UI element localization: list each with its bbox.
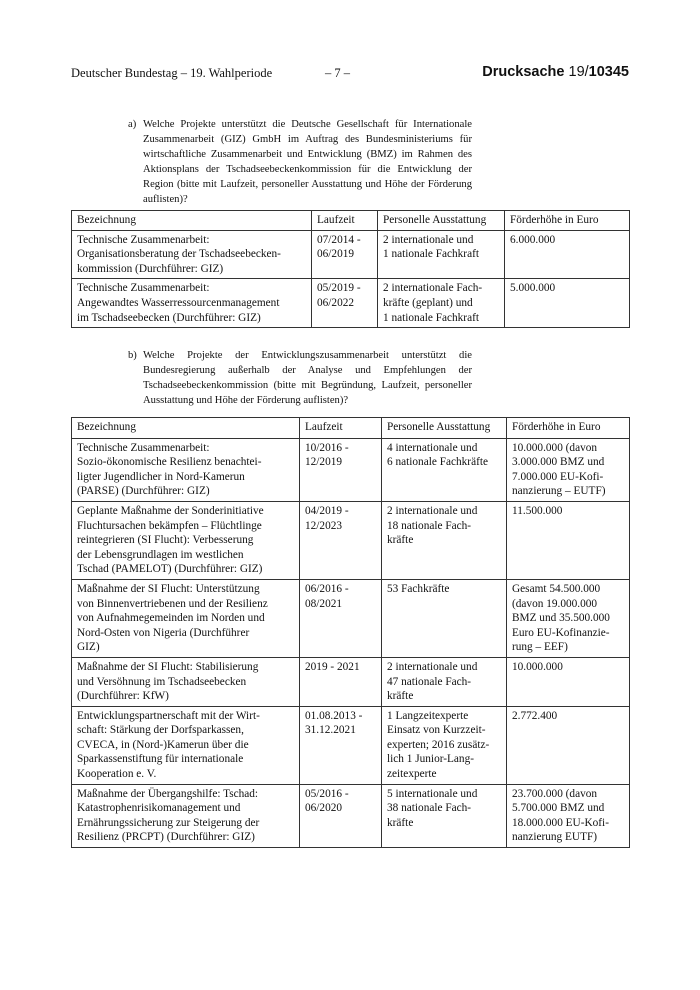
table-b-cell-bezeichnung: Maßnahme der Übergangshilfe: Tschad: Katastrophenrisikomanagement und Ernährungssicherung zur Steigerung der Resilienz (PRCPT) (Durchführer: GIZ) bbox=[72, 784, 300, 847]
table-b-cell-foerderhoehe: 10.000.000 (davon 3.000.000 BMZ und 7.000.000 EU-Kofi- nanzierung – EUTF) bbox=[507, 438, 630, 501]
table-b-cell-laufzeit: 04/2019 - 12/2023 bbox=[300, 501, 382, 579]
table-b-cell-foerderhoehe: 10.000.000 bbox=[507, 657, 630, 706]
table-a-row bbox=[72, 230, 630, 279]
table-b-cell-laufzeit: 2019 - 2021 bbox=[300, 657, 382, 706]
table-b-cell-personal: 53 Fachkräfte bbox=[382, 579, 507, 657]
table-a-col-bezeichnung: Bezeichnung bbox=[72, 211, 312, 231]
table-b-row bbox=[72, 784, 630, 847]
table-a-cell-bezeichnung: Technische Zusammenarbeit: Organisationsberatung der Tschadseebecken- kommission (Durchführer: GIZ) bbox=[72, 230, 312, 279]
table-a-row bbox=[72, 279, 630, 328]
table-a-cell-foerderhoehe: 5.000.000 bbox=[505, 279, 630, 328]
table-b-cell-foerderhoehe: 2.772.400 bbox=[507, 706, 630, 784]
table-b-row bbox=[72, 657, 630, 706]
table-b-cell-personal: 2 internationale und 47 nationale Fach- kräfte bbox=[382, 657, 507, 706]
table-b-col-foerderhoehe: Förderhöhe in Euro bbox=[507, 418, 630, 439]
header-publication: Deutscher Bundestag – 19. Wahlperiode bbox=[71, 66, 273, 80]
document-number-prefix: 19/ bbox=[568, 64, 589, 80]
question-b-letter: b) bbox=[128, 350, 137, 361]
table-a-cell-laufzeit: 07/2014 - 06/2019 bbox=[312, 230, 378, 279]
table-b-header-row bbox=[72, 418, 630, 439]
document-number bbox=[482, 64, 629, 80]
table-b-body bbox=[72, 438, 630, 847]
table-b-col-laufzeit: Laufzeit bbox=[300, 418, 382, 439]
table-b-cell-laufzeit: 10/2016 - 12/2019 bbox=[300, 438, 382, 501]
question-b-text: Welche Projekte der Entwicklungszusammenarbeit unterstützt die Bundesregierung außerhalb der Analyse und Empfehlungen der Tschadseebeckenkommission (bitte mit Begründung, Laufzeit, personeller Ausstattung und Höhe der Förderung auflisten)? bbox=[143, 350, 472, 407]
table-b-cell-personal: 4 internationale und 6 nationale Fachkräfte bbox=[382, 438, 507, 501]
table-b bbox=[71, 417, 630, 848]
table-a-cell-personal: 2 internationale und 1 nationale Fachkraft bbox=[378, 230, 505, 279]
document-number-main: 10345 bbox=[588, 64, 629, 80]
table-b-cell-foerderhoehe: 23.700.000 (davon 5.700.000 BMZ und 18.000.000 EU-Kofi- nanzierung EUTF) bbox=[507, 784, 630, 847]
table-a-cell-laufzeit: 05/2019 - 06/2022 bbox=[312, 279, 378, 328]
table-b-cell-bezeichnung: Geplante Maßnahme der Sonderinitiative Fluchtursachen bekämpfen – Flüchtlinge reintegrieren (SI Flucht): Verbesserung der Lebensgrundlagen im westlichen Tschad (PAMELOT) (Durchführer: GIZ) bbox=[72, 501, 300, 579]
table-a-cell-bezeichnung: Technische Zusammenarbeit: Angewandtes Wasserressourcenmanagement im Tschadseebecken (Durchführer: GIZ) bbox=[72, 279, 312, 328]
table-b-row bbox=[72, 438, 630, 501]
table-b-col-bezeichnung: Bezeichnung bbox=[72, 418, 300, 439]
table-b-cell-personal: 1 Langzeitexperte Einsatz von Kurzzeit- experten; 2016 zusätz- lich 1 Junior-Lang- zeitexperte bbox=[382, 706, 507, 784]
question-a-letter: a) bbox=[128, 119, 137, 130]
table-a-body bbox=[72, 230, 630, 328]
table-a-col-personal: Personelle Ausstattung bbox=[378, 211, 505, 231]
table-b-row bbox=[72, 706, 630, 784]
table-b-cell-bezeichnung: Technische Zusammenarbeit: Sozio-ökonomische Resilienz benachtei- ligter Jugendlicher in Nord-Kamerun (PARSE) (Durchführer: GIZ) bbox=[72, 438, 300, 501]
table-b-row bbox=[72, 579, 630, 657]
table-a-cell-personal: 2 internationale Fach- kräfte (geplant) und 1 nationale Fachkraft bbox=[378, 279, 505, 328]
table-b-cell-bezeichnung: Maßnahme der SI Flucht: Unterstützung von Binnenvertriebenen und der Resilienz von Aufnahmegemeinden im Norden und Nord-Osten von Nigeria (Durchführer GIZ) bbox=[72, 579, 300, 657]
document-label: Drucksache bbox=[482, 64, 565, 80]
table-b-cell-laufzeit: 01.08.2013 - 31.12.2021 bbox=[300, 706, 382, 784]
question-a-text: Welche Projekte unterstützt die Deutsche Gesellschaft für Internationale Zusammenarbeit (GIZ) GmbH im Auftrag des Bundesministeriums für wirtschaftliche Zusammenarbeit und Entwicklung (BMZ) im Rahmen des Aktionsplans der Tschadseebeckenkommission für die Entwicklung der Region (bitte mit Laufzeit, personeller Ausstattung und Höhe der Förderung auflisten)? bbox=[143, 119, 472, 206]
table-b-cell-laufzeit: 05/2016 - 06/2020 bbox=[300, 784, 382, 847]
table-a-col-foerderhoehe: Förderhöhe in Euro bbox=[505, 211, 630, 231]
table-b-cell-bezeichnung: Maßnahme der SI Flucht: Stabilisierung und Versöhnung im Tschadseebecken (Durchführer: KfW) bbox=[72, 657, 300, 706]
table-b-cell-laufzeit: 06/2016 - 08/2021 bbox=[300, 579, 382, 657]
table-a-cell-foerderhoehe: 6.000.000 bbox=[505, 230, 630, 279]
table-a-header-row bbox=[72, 211, 630, 231]
table-b-cell-bezeichnung: Entwicklungspartnerschaft mit der Wirt- schaft: Stärkung der Dorfsparkassen, CVECA, in (Nord-)Kamerun über die Sparkassenstiftung für internationale Kooperation e. V. bbox=[72, 706, 300, 784]
table-a-col-laufzeit: Laufzeit bbox=[312, 211, 378, 231]
table-b-cell-foerderhoehe: 11.500.000 bbox=[507, 501, 630, 579]
table-b-cell-foerderhoehe: Gesamt 54.500.000 (davon 19.000.000 BMZ und 35.500.000 Euro EU-Kofinanzie- rung – EEF) bbox=[507, 579, 630, 657]
table-b-cell-personal: 5 internationale und 38 nationale Fach- kräfte bbox=[382, 784, 507, 847]
question-b bbox=[128, 348, 472, 408]
table-b-cell-personal: 2 internationale und 18 nationale Fach- kräfte bbox=[382, 501, 507, 579]
table-a bbox=[71, 210, 630, 328]
page-header bbox=[71, 66, 629, 86]
table-b-row bbox=[72, 501, 630, 579]
page-number: – 7 – bbox=[325, 66, 350, 80]
question-a bbox=[128, 117, 472, 208]
table-b-col-personal: Personelle Ausstattung bbox=[382, 418, 507, 439]
